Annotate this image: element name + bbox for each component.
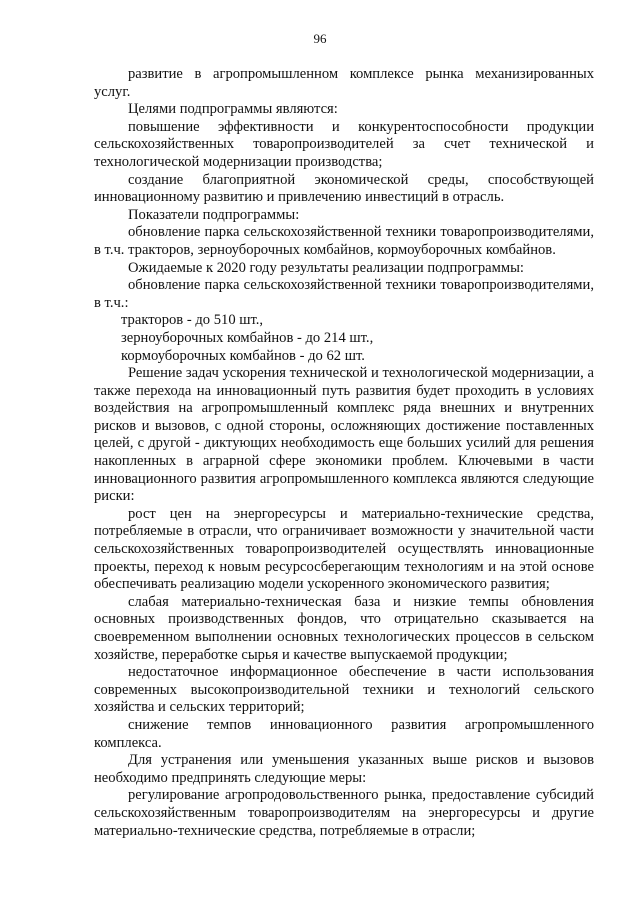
paragraph: создание благоприятной экономической среды, способствующей инновационному развитию и привлечению инвестиций в отрасль.	[94, 171, 594, 206]
paragraph: недостаточное информационное обеспечение в части использования современных высокопроизводительной техники и технологий сельского хозяйства и сельских территорий;	[94, 664, 594, 716]
paragraph: Решение задач ускорения технической и технологической модернизации, а также перехода на инновационный путь развития будет проходить в условиях воздействия на агропромышленный комплекс ряда внешних и внутренних рисков и вызовов, с одной стороны, осложняющих достижение поставленных целей, с другой - диктующих необходимость еще больших усилий для решения накопленных в аграрной сфере экономики проблем. Ключевыми в части инновационного развития агропромышленного комплекса являются следующие риски:	[94, 365, 594, 505]
paragraph: Показатели подпрограммы:	[128, 206, 300, 223]
paragraph: регулирование агропродовольственного рынка, предоставление субсидий сельскохозяйственным товаропроизводителям на энергоресурсы и другие материально-технические средства, потребляемые в отрасли;	[94, 787, 594, 839]
paragraph: Ожидаемые к 2020 году результаты реализации подпрограммы:	[128, 259, 524, 276]
paragraph: повышение эффективности и конкурентоспособности продукции сельскохозяйственных товаропроизводителей за счет технической и технологической модернизации производства;	[94, 118, 594, 170]
paragraph: обновление парка сельскохозяйственной техники товаропроизводителями, в т.ч.:	[94, 277, 594, 311]
body-text	[94, 66, 594, 840]
paragraph: снижение темпов инновационного развития агропромышленного комплекса.	[94, 716, 594, 751]
list-item: кормоуборочных комбайнов - до 62 шт.	[121, 347, 365, 364]
paragraph: развитие в агропромышленном комплексе рынка механизированных услуг.	[94, 66, 594, 100]
paragraph: рост цен на энергоресурсы и материально-технические средства, потребляемые в отрасли, что ограничивает возможности у значительной части сельскохозяйственных товаропроизводителей осуществлять инновационные проекты, переход к новым ресурсосберегающим технологиям и на этой основе обеспечивать реализацию модели ускоренного экономического развития;	[94, 505, 594, 593]
paragraph: слабая материально-техническая база и низкие темпы обновления основных производственных фондов, что отрицательно сказывается на своевременном выполнении основных технологических процессов в сельском хозяйстве, переработке сырья и качестве выпускаемой продукции;	[94, 593, 594, 663]
list-item: зерноуборочных комбайнов - до 214 шт.,	[121, 329, 374, 346]
list-item: тракторов - до 510 шт.,	[121, 312, 264, 329]
page-number: 96	[313, 31, 327, 46]
paragraph: обновление парка сельскохозяйственной техники товаропроизводителями, в т.ч. тракторов, зерноуборочных комбайнов, кормоуборочных комбайнов.	[94, 224, 594, 258]
paragraph: Для устранения или уменьшения указанных выше рисков и вызовов необходимо предпринять следующие меры:	[94, 752, 594, 786]
paragraph: Целями подпрограммы являются:	[128, 101, 338, 118]
